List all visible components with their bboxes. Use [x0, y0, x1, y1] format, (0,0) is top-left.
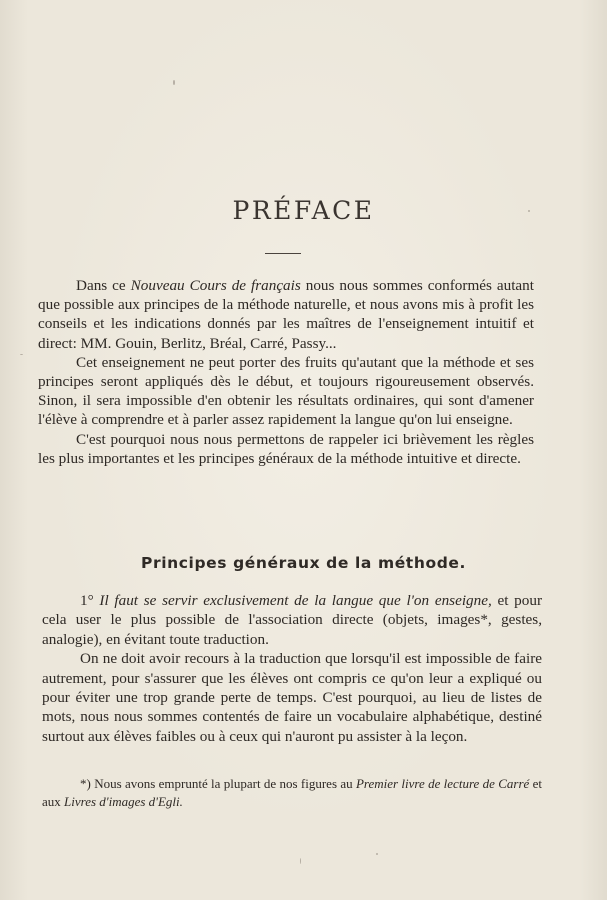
footnote-marker: *) — [80, 776, 91, 791]
footnote-mid: et aux — [42, 776, 542, 809]
principle-1-paragraph-2: On ne doit avoir recours à la traduction que lorsqu'il est impossible de faire autrement, pour s'assurer que les élèves ont compris ce qu'on leur a expliqué ou pour éviter une trop grande perte de temps. C'est pourquoi, au lieu de listes de mots, nous nous sommes contentés de faire un vocabulaire alphabétique, destiné surtout aux élèves faibles ou à ceux qui n'auront pu assister à la leçon. — [42, 650, 542, 745]
title-divider — [265, 253, 301, 254]
footnote — [42, 775, 542, 810]
section-heading: Principes généraux de la méthode. — [141, 554, 466, 572]
preface-body — [38, 276, 534, 468]
paper-speck — [376, 853, 378, 855]
principle-1-number: 1° — [80, 592, 94, 609]
footnote-pre: Nous avons emprunté la plupart de nos figures au — [94, 776, 356, 791]
paragraph-1-post: nous nous sommes conformés autant que possible aux principes de la méthode naturelle, et nous avons mis à profit les conseils et les indications donnés par les maîtres de l'enseignement intuitif et direct: MM. Gouin, Berlitz, Bréal, Carré, Passy... — [38, 277, 534, 352]
paragraph-1-pre: Dans ce — [76, 277, 131, 294]
principle-1-rule: Il faut se servir exclusivement de la langue que l'on enseigne, — [99, 592, 492, 609]
principles-body — [42, 591, 542, 746]
paragraph-2: Cet enseignement ne peut porter des fruits qu'autant que la méthode et ses principes seront appliqués dès le début, et toujours rigoureusement observés. Sinon, il sera impossible d'en obtenir les résultats ordinaires, qui sont d'amener l'élève à comprendre et à parler assez rapidement la langue qu'on lui enseigne. — [38, 353, 534, 429]
principle-1-post: et pour cela user le plus possible de l'association directe (objets, images*, gestes, analogie), en évitant toute traduction. — [42, 592, 543, 648]
paper-speck — [20, 354, 23, 355]
paper-speck — [528, 210, 530, 212]
paper-speck — [173, 80, 175, 85]
footnote-source-1: Premier livre de lecture de Carré — [355, 776, 530, 791]
page-title: PRÉFACE — [232, 196, 375, 225]
paragraph-1 — [38, 276, 534, 353]
book-title-italic: Nouveau Cours de français — [130, 277, 301, 294]
paragraph-3: C'est pourquoi nous nous permettons de rappeler ici brièvement les règles les plus importantes et les principes généraux de la méthode intuitive et directe. — [38, 430, 534, 467]
paper-speck — [300, 858, 301, 864]
footnote-text — [42, 775, 542, 810]
footnote-source-2: Livres d'images d'Egli. — [64, 793, 183, 809]
principle-1 — [42, 591, 542, 649]
